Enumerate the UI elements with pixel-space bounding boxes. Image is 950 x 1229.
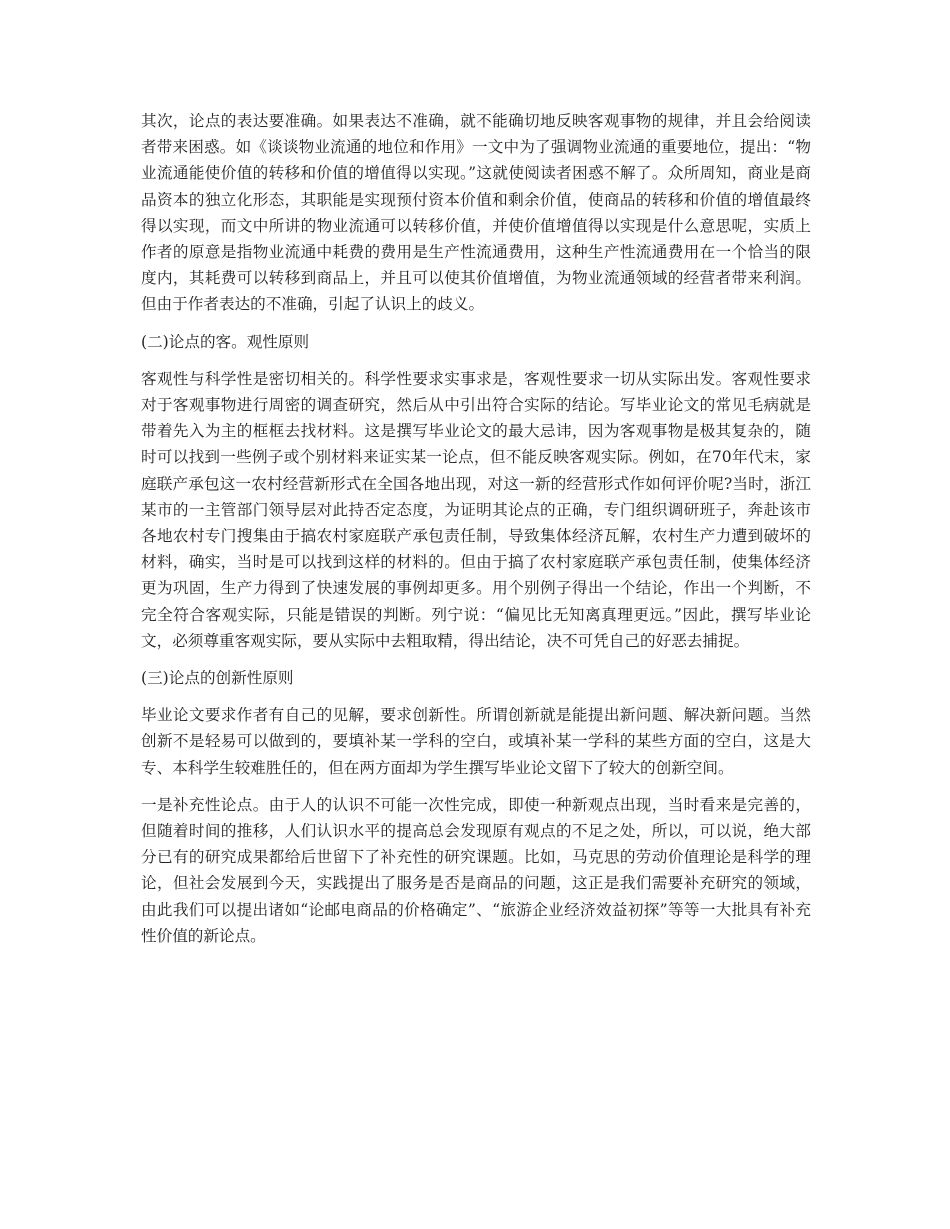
section-heading-objectivity: (二)论点的客。观性原则 bbox=[141, 332, 310, 351]
document-page bbox=[141, 108, 811, 960]
paragraph-objectivity: 客观性与科学性是密切相关的。科学性要求实事求是，客观性要求一切从实际出发。客观性要求对于客观事物进行周密的调查研究，然后从中引出符合实际的结论。写毕业论文的常见毛病就是带着先入为主的框框去找材料。这是撰写毕业论文的最大忌讳，因为客观事物是极其复杂的，随时可以找到一些例子或个别材料来证实某一论点，但不能反映客观实际。例如，在70年代末，家庭联产承包这一农村经营新形式在全国各地出现，对这一新的经营形式作如何评价呢?当时，浙江某市的一主管部门领导层对此持否定态度，为证明其论点的正确，专门组织调研班子，奔赴该市各地农村专门搜集由于搞农村家庭联产承包责任制，导致集体经济瓦解，农村生产力遭到破坏的材料，确实，当时是可以找到这样的材料的。但由于搞了农村家庭联产承包责任制，使集体经济更为巩固，生产力得到了快速发展的事例却更多。用个别例子得出一个结论，作出一个判断，不完全符合客观实际，只能是错误的判断。列宁说：“偏见比无知离真理更远。”因此，撰写毕业论文，必须尊重客观实际，要从实际中去粗取精，得出结论，决不可凭自己的好恶去捕捉。 bbox=[141, 369, 811, 650]
section-heading-innovation: (三)论点的创新性原则 bbox=[141, 669, 294, 688]
paragraph-innovation: 毕业论文要求作者有自己的见解，要求创新性。所谓创新就是能提出新问题、解决新问题。当然创新不是轻易可以做到的，要填补某一学科的空白，或填补某一学科的某些方面的空白，这是大专、本科学生较难胜任的，但在两方面却为学生撰写毕业论文留下了较大的创新空间。 bbox=[141, 706, 811, 777]
paragraph-supplementary-argument: 一是补充性论点。由于人的认识不可能一次性完成，即使一种新观点出现，当时看来是完善的，但随着时间的推移，人们认识水平的提高总会发现原有观点的不足之处，所以，可以说，绝大部分已有的研究成果都给后世留下了补充性的研究课题。比如，马克思的劳动价值理论是科学的理论，但社会发展到今天，实践提出了服务是否是商品的问题，这正是我们需要补充研究的领域，由此我们可以提出诸如“论邮电商品的价格确定”、“旅游企业经济效益初探”等等一大批具有补充性价值的新论点。 bbox=[141, 795, 811, 945]
paragraph-expression-accuracy: 其次，论点的表达要准确。如果表达不准确，就不能确切地反映客观事物的规律，并且会给阅读者带来困惑。如《谈谈物业流通的地位和作用》一文中为了强调物业流通的重要地位，提出：“物业流通能使价值的转移和价值的增值得以实现。”这就使阅读者困惑不解了。众所周知，商业是商品资本的独立化形态，其职能是实现预付资本价值和剩余价值，使商品的转移和价值的增值最终得以实现，而文中所讲的物业流通可以转移价值，并使价值增值得以实现是什么意思呢，实质上作者的原意是指物业流通中耗费的费用是生产性流通费用，这种生产性流通费用在一个恰当的限度内，其耗费可以转移到商品上，并且可以使其价值增值，为物业流通领域的经营者带来利润。但由于作者表达的不准确，引起了认识上的歧义。 bbox=[141, 112, 811, 314]
